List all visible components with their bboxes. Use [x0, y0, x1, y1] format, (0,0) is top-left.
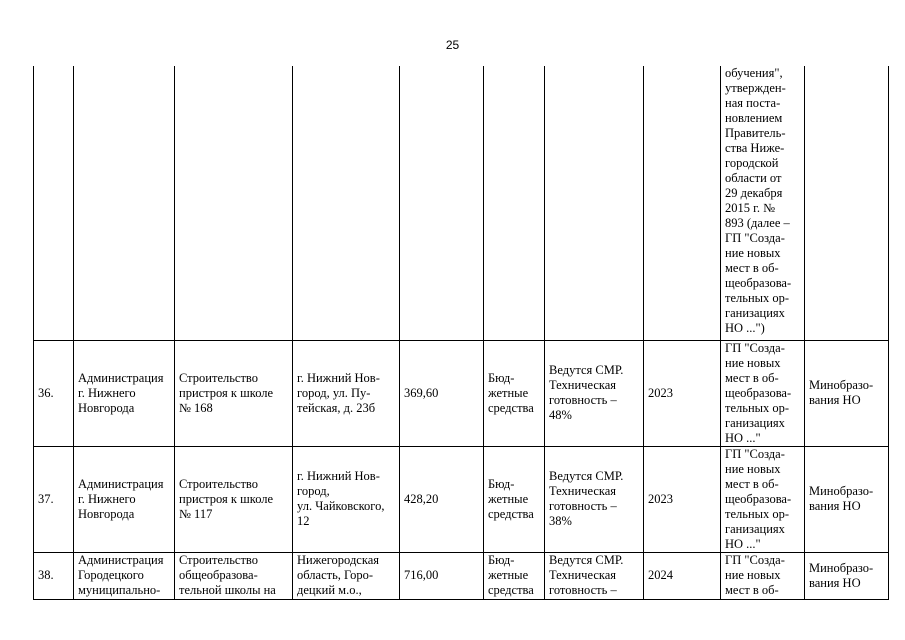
cell-source: Бюд- жетные средства	[484, 446, 545, 552]
cell-object: Строительство пристроя к школе № 117	[175, 446, 293, 552]
cell-object: Строительство общеобразова- тельной школы на	[175, 552, 293, 599]
cell-amount	[400, 66, 484, 340]
table-row-continuation	[34, 66, 889, 340]
cell-num: 36.	[34, 340, 74, 446]
cell-program: ГП "Созда- ние новых мест в об- щеобразова- тельных ор- ганизациях НО ..."	[721, 446, 805, 552]
cell-num: 37.	[34, 446, 74, 552]
cell-object	[175, 66, 293, 340]
cell-year	[644, 66, 721, 340]
cell-status	[545, 66, 644, 340]
cell-num	[34, 66, 74, 340]
cell-num: 38.	[34, 552, 74, 599]
page-number: 25	[445, 38, 460, 52]
cell-customer: Администрация Городецкого муниципально-	[74, 552, 175, 599]
cell-customer	[74, 66, 175, 340]
cell-address: Нижегородская область, Горо- децкий м.о.,	[293, 552, 400, 599]
cell-source	[484, 66, 545, 340]
cell-address: г. Нижний Нов- город, ул. Чайковского, 12	[293, 446, 400, 552]
projects-table	[33, 66, 889, 600]
cell-amount: 369,60	[400, 340, 484, 446]
cell-program: ГП "Созда- ние новых мест в об-	[721, 552, 805, 599]
cell-customer: Администрация г. Нижнего Новгорода	[74, 340, 175, 446]
table-row-38	[34, 552, 889, 599]
cell-amount: 716,00	[400, 552, 484, 599]
cell-year: 2024	[644, 552, 721, 599]
table-row-36	[34, 340, 889, 446]
cell-address	[293, 66, 400, 340]
cell-status: Ведутся СМР. Техническая готовность – 38%	[545, 446, 644, 552]
cell-status: Ведутся СМР. Техническая готовность – 48%	[545, 340, 644, 446]
cell-responsible: Минобразо- вания НО	[805, 552, 889, 599]
cell-customer: Администрация г. Нижнего Новгорода	[74, 446, 175, 552]
cell-source: Бюд- жетные средства	[484, 340, 545, 446]
cell-program: ГП "Созда- ние новых мест в об- щеобразова- тельных ор- ганизациях НО ..."	[721, 340, 805, 446]
cell-responsible: Минобразо- вания НО	[805, 340, 889, 446]
cell-year: 2023	[644, 340, 721, 446]
cell-address: г. Нижний Нов- город, ул. Пу- тейская, д. 23б	[293, 340, 400, 446]
cell-amount: 428,20	[400, 446, 484, 552]
cell-object: Строительство пристроя к школе № 168	[175, 340, 293, 446]
cell-program: обучения", утвержден- ная поста- новлением Правитель- ства Ниже- городской области от 29 декабря 2015 г. № 893 (далее – ГП "Созда- ние новых мест в об- щеобразова- тельных ор- ганизациях НО ...")	[721, 66, 805, 340]
table-row-37	[34, 446, 889, 552]
cell-status: Ведутся СМР. Техническая готовность –	[545, 552, 644, 599]
cell-responsible	[805, 66, 889, 340]
cell-year: 2023	[644, 446, 721, 552]
cell-source: Бюд- жетные средства	[484, 552, 545, 599]
cell-responsible: Минобразо- вания НО	[805, 446, 889, 552]
